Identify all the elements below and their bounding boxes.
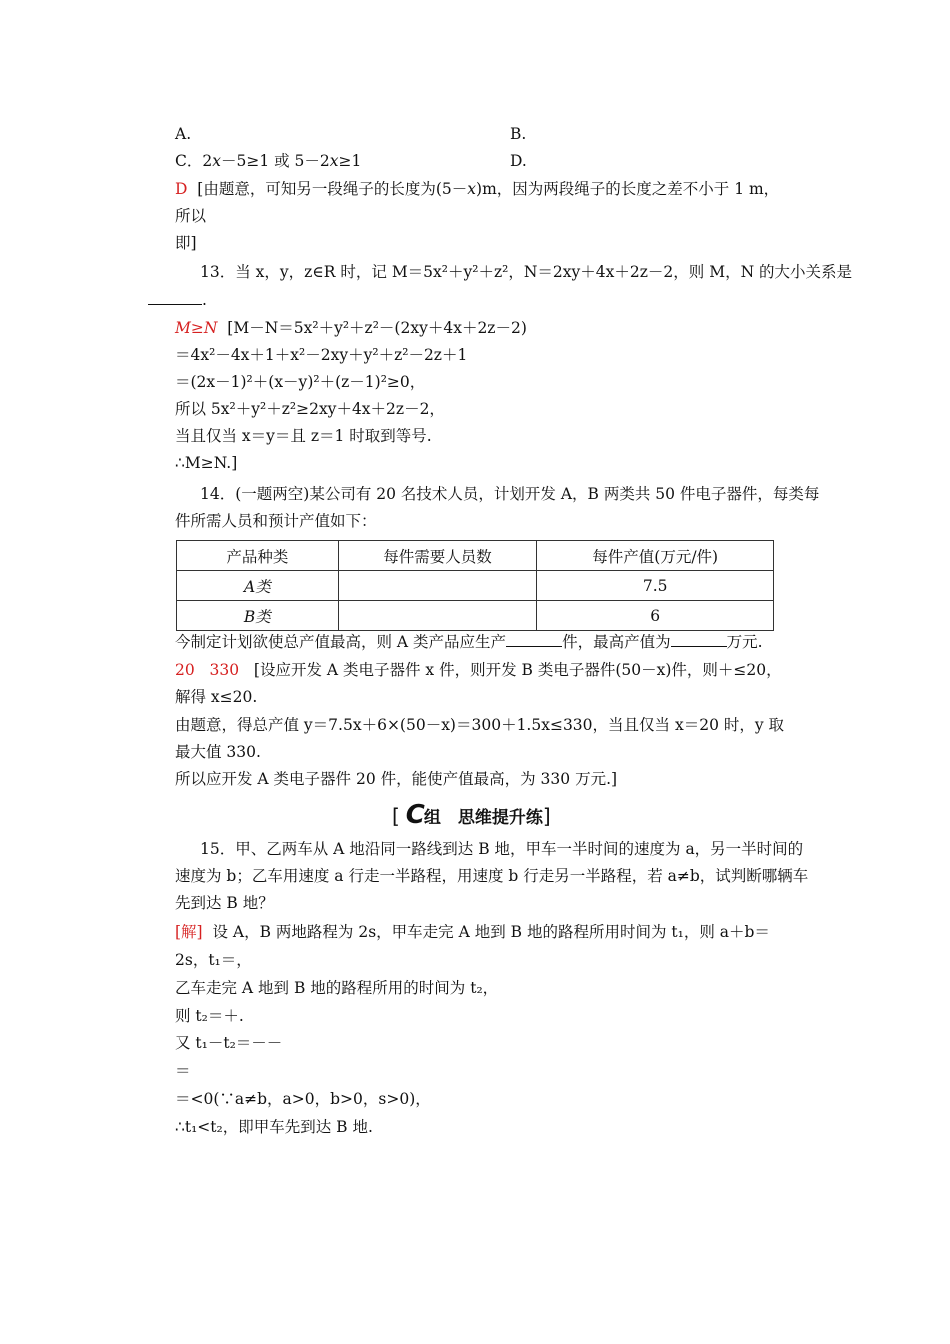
table-cell: 7.5	[537, 571, 774, 601]
q13-stem: 13．当 x，y，z∈R 时，记 M＝5x²＋y²＋z²，N＝2xy＋4x＋2z－2，则 M，N 的大小关系是	[200, 263, 853, 281]
table-header-cell: 产品种类	[177, 541, 339, 571]
table-header-cell: 每件产值(万元/件)	[537, 541, 774, 571]
q13-solution-line: ∴M≥N.]	[175, 454, 238, 472]
q14-solution-line: 由题意，得总产值 y＝7.5x＋6×(50－x)＝300＋1.5x≤330，当且仅当 x＝20 时，y 取	[175, 716, 785, 734]
q13-solution-line: 当且仅当 x＝y＝且 z＝1 时取到等号.	[175, 427, 432, 445]
q13-stem: .	[148, 290, 207, 310]
q14-answer: 20	[175, 661, 195, 679]
q12-option-a: A.	[175, 125, 192, 143]
q12-solution-line: D [由题意，可知另一段绳子的长度为(5－x)m，因为两段绳子的长度之差不小于 1 m，	[175, 180, 780, 198]
table-row	[177, 601, 774, 631]
q13-solution-line: 所以 5x²＋y²＋z²≥2xy＋4x＋2z－2，	[175, 400, 445, 418]
q15-solution-line: ∴t₁<t₂，即甲车先到达 B 地.	[175, 1118, 373, 1136]
q15-stem: 先到达 B 地？	[175, 894, 274, 912]
solution-label: [解]	[175, 923, 203, 941]
q15-solution-line: 则 t₂＝＋.	[175, 1007, 244, 1025]
section-letter: C	[405, 800, 424, 830]
table-cell: B类	[177, 601, 339, 631]
q13-solution-line: ＝4x²－4x＋1＋x²－2xy＋y²＋z²－2z＋1	[175, 346, 468, 364]
q14-solution-line: 最大值 330.	[175, 743, 261, 761]
table-cell: A类	[177, 571, 339, 601]
q14-answer: 330	[209, 661, 240, 679]
table-cell	[338, 601, 537, 631]
q13-solution-line: ＝(2x－1)²＋(x－y)²＋(z－1)²≥0，	[175, 373, 426, 391]
q14-question: 今制定计划欲使总产值最高，则 A 类产品应生产 件，最高产值为 万元.	[175, 633, 763, 651]
q15-solution-line: 乙车走完 A 地到 B 地的路程所用的时间为 t₂，	[175, 979, 499, 997]
q15-solution-line: ＝	[175, 1062, 191, 1080]
q12-solution-line: 即]	[175, 234, 197, 252]
q15-stem: 速度为 b；乙车用速度 a 行走一半路程，用速度 b 行走另一半路程，若 a≠b，试判断哪辆车	[175, 867, 809, 885]
q12-answer: D	[175, 180, 188, 198]
q13-answer: M≥N	[175, 319, 218, 337]
q15-solution-line: ＝<0(∵a≠b，a>0，b>0，s>0)，	[175, 1090, 431, 1108]
answer-blank	[148, 290, 202, 305]
table-cell	[338, 571, 537, 601]
q12-solution-line: 所以	[175, 207, 207, 225]
q15-solution-line: [解] 设 A，B 两地路程为 2s，甲车走完 A 地到 B 地的路程所用时间为 t₁，则 a＋b＝	[175, 923, 770, 941]
q14-stem: 14．(一题两空)某公司有 20 名技术人员，计划开发 A，B 两类共 50 件电子器件，每类每	[200, 485, 820, 503]
q14-stem: 件所需人员和预计产值如下：	[175, 512, 377, 530]
table-header-row	[177, 541, 774, 571]
table-cell: 6	[537, 601, 774, 631]
q12-option-b: B.	[510, 125, 527, 143]
answer-blank	[671, 632, 727, 647]
q13-solution-line: M≥N [M－N＝5x²＋y²＋z²－(2xy＋4x＋2z－2)	[175, 319, 527, 337]
answer-blank	[506, 632, 562, 647]
table-header-cell: 每件需要人员数	[338, 541, 537, 571]
q14-solution-line: 20 330 [设应开发 A 类电子器件 x 件，则开发 B 类电子器件(50－x)件，则＋≤20，	[175, 661, 782, 679]
q12-option-c: C．2x－5≥1 或 5－2x≥1	[175, 152, 362, 170]
q15-solution-line: 又 t₁－t₂＝－－	[175, 1034, 283, 1052]
value-table	[176, 540, 774, 631]
q15-stem: 15．甲、乙两车从 A 地沿同一路线到达 B 地，甲车一半时间的速度为 a，另一半时间的	[200, 840, 804, 858]
q12-option-d: D.	[510, 152, 527, 170]
q14-solution-line: 解得 x≤20.	[175, 688, 258, 706]
q15-solution-line: 2s，t₁＝，	[175, 951, 252, 969]
q14-solution-line: 所以应开发 A 类电子器件 20 件，能使产值最高，为 330 万元.]	[175, 770, 618, 788]
section-heading: [ C组 思维提升练]	[392, 800, 551, 830]
table-row	[177, 571, 774, 601]
